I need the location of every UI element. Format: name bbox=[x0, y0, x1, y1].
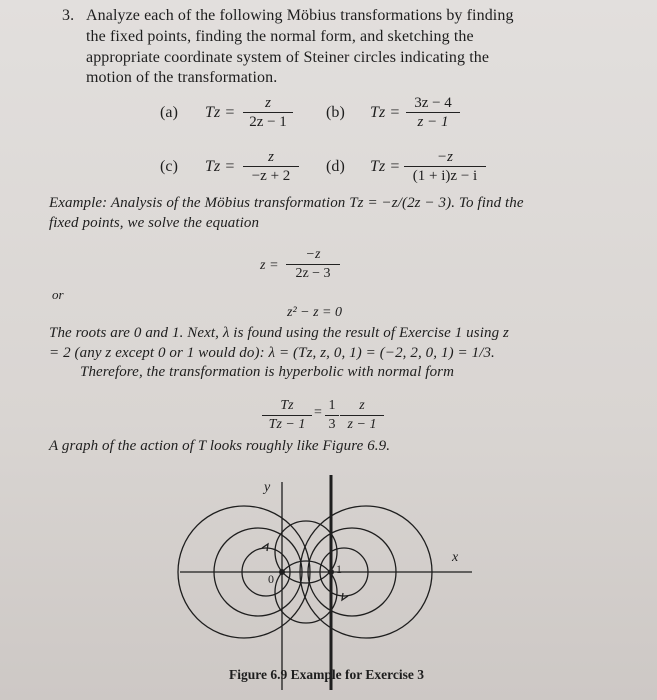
part-d-numerator: −z bbox=[437, 149, 453, 165]
example-line-2: fixed points, we solve the equation bbox=[49, 215, 260, 231]
problem-number: 3. bbox=[62, 7, 75, 24]
example-line-4: = 2 (any z except 0 or 1 would do): λ = (Tz, z, 0, 1) = (−2, 2, 0, 1) = 1/3. bbox=[49, 345, 495, 361]
part-c-numerator: z bbox=[268, 149, 274, 165]
figure-caption: Figure 6.9 Example for Exercise 3 bbox=[229, 667, 424, 682]
part-c-lhs: Tz = bbox=[205, 158, 236, 175]
or-word: or bbox=[52, 287, 64, 302]
equation-1-lhs: z = bbox=[260, 258, 279, 273]
normal-form-num-1: Tz bbox=[280, 398, 294, 413]
fixed-point-1-marker bbox=[328, 569, 334, 575]
normal-form-equals: = bbox=[314, 405, 322, 420]
part-b-label: (b) bbox=[326, 104, 345, 121]
part-a-denominator: 2z − 1 bbox=[243, 112, 293, 131]
part-a-label: (a) bbox=[160, 104, 179, 121]
fixed-point-0-marker bbox=[279, 569, 285, 575]
normal-form-den-3: z − 1 bbox=[340, 415, 384, 434]
problem-line-2: the fixed points, finding the normal form, and sketching the bbox=[86, 28, 474, 45]
origin-label: 0 bbox=[268, 572, 274, 586]
part-a-lhs: Tz = bbox=[205, 104, 236, 121]
part-d-lhs: Tz = bbox=[370, 158, 401, 175]
normal-form-den-1: Tz − 1 bbox=[262, 415, 312, 434]
normal-form-den-2: 3 bbox=[325, 415, 339, 434]
part-b-lhs: Tz = bbox=[370, 104, 401, 121]
example-line-3: The roots are 0 and 1. Next, λ is found using the result of Exercise 1 using z bbox=[49, 325, 509, 341]
normal-form-num-3: z bbox=[359, 398, 365, 413]
equation-1-denominator: 2z − 3 bbox=[286, 264, 340, 283]
part-b-numerator: 3z − 4 bbox=[414, 95, 452, 111]
equation-2: z² − z = 0 bbox=[287, 305, 342, 320]
part-b-denominator: z − 1 bbox=[406, 112, 460, 131]
problem-line-3: appropriate coordinate system of Steiner circles indicating the bbox=[86, 49, 490, 66]
equation-1-numerator: −z bbox=[305, 247, 321, 262]
part-c-denominator: −z + 2 bbox=[243, 166, 299, 185]
normal-form-num-2: 1 bbox=[328, 398, 336, 413]
part-c-label: (c) bbox=[160, 158, 179, 175]
y-axis-label: y bbox=[264, 480, 271, 495]
problem-line-4: motion of the transformation. bbox=[86, 69, 278, 86]
part-d-label: (d) bbox=[326, 158, 345, 175]
example-line-6: A graph of the action of T looks roughly like Figure 6.9. bbox=[49, 438, 391, 454]
problem-line-1: Analyze each of the following Möbius transformations by finding bbox=[86, 7, 514, 24]
example-line-1: Example: Analysis of the Möbius transformation Tz = −z/(2z − 3). To find the bbox=[49, 195, 524, 211]
one-label: 1 bbox=[336, 562, 342, 576]
example-line-5: Therefore, the transformation is hyperbolic with normal form bbox=[80, 364, 455, 380]
part-d-denominator: (1 + i)z − i bbox=[404, 166, 486, 185]
x-axis-label: x bbox=[452, 550, 459, 565]
part-a-numerator: z bbox=[265, 95, 271, 111]
